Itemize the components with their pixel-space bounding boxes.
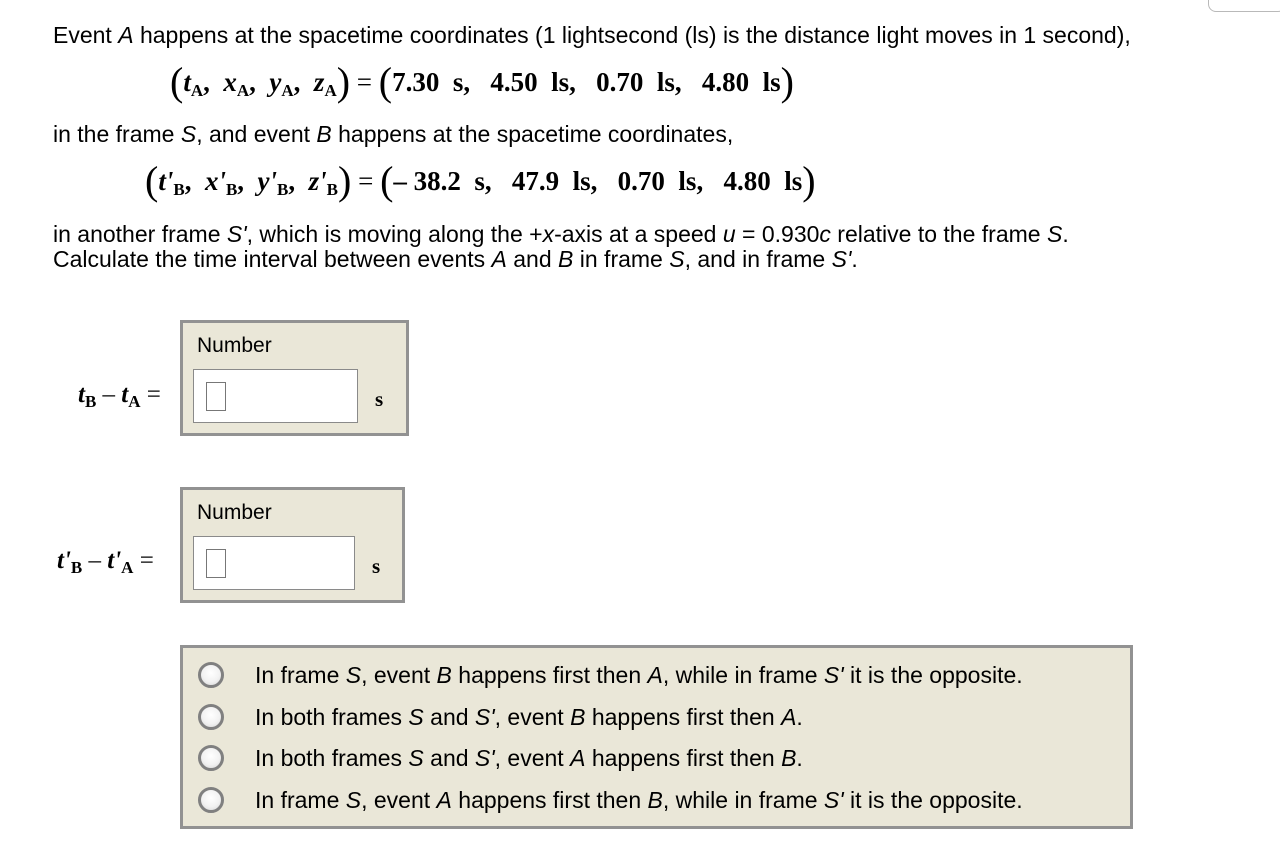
text-cursor-icon bbox=[206, 549, 226, 578]
answer2-input[interactable] bbox=[193, 536, 355, 590]
choice-label-2: In both frames S and S', event B happens first then A. bbox=[255, 704, 803, 730]
answer2-label: $t'_B - t'_A$ = bbox=[57, 547, 154, 577]
choice-option-4[interactable] bbox=[193, 780, 1123, 820]
answer1-caption: Number bbox=[197, 334, 272, 357]
radio-button-icon[interactable] bbox=[198, 662, 224, 688]
radio-button-icon[interactable] bbox=[198, 704, 224, 730]
choice-option-3[interactable] bbox=[193, 738, 1123, 778]
radio-button-icon[interactable] bbox=[198, 787, 224, 813]
intro-text: Event A happens at the spacetime coordinates (1 lightsecond (ls) is the distance light moves in 1 second), bbox=[53, 22, 1131, 48]
radio-button-icon[interactable] bbox=[198, 745, 224, 771]
answer1-input[interactable] bbox=[193, 369, 358, 423]
outro-text: in another frame S', which is moving along the +x-axis at a speed u = 0.930c relative to the frame S. bbox=[53, 221, 1069, 247]
choice-option-2[interactable] bbox=[193, 697, 1123, 737]
answer2-caption: Number bbox=[197, 501, 272, 524]
choice-label-1: In frame S, event B happens first then A, while in frame S' it is the opposite. bbox=[255, 662, 1023, 688]
choice-option-1[interactable] bbox=[193, 655, 1123, 695]
answer1-unit: s bbox=[375, 387, 384, 411]
text-cursor-icon bbox=[206, 382, 226, 411]
middle-text: in the frame S, and event B happens at the spacetime coordinates, bbox=[53, 121, 734, 147]
answer1-label: $t_B - t_A$ = bbox=[78, 381, 161, 411]
answer2-unit: s bbox=[372, 554, 381, 578]
task-text: Calculate the time interval between events A and B in frame S, and in frame S'. bbox=[53, 246, 858, 272]
answer2-box bbox=[180, 487, 405, 603]
corner-tab bbox=[1208, 0, 1280, 12]
event-a-coordinates: ($t_A$, $x_A$, $y_A$, $z_A) = (7.30$ s, 4.50 ls, 0.70 ls, 4.80 ls) bbox=[170, 59, 794, 104]
choice-group bbox=[180, 645, 1133, 829]
answer1-box bbox=[180, 320, 409, 436]
choice-label-4: In frame S, event A happens first then B, while in frame S' it is the opposite. bbox=[255, 787, 1023, 813]
event-b-coordinates: ($t'_B$, $x'_B$, $y'_B$, $z'_B$) = (– 38.2 s, 47.9 ls, 0.70 ls, 4.80 ls) bbox=[145, 158, 816, 203]
choice-label-3: In both frames S and S', event A happens first then B. bbox=[255, 745, 803, 771]
